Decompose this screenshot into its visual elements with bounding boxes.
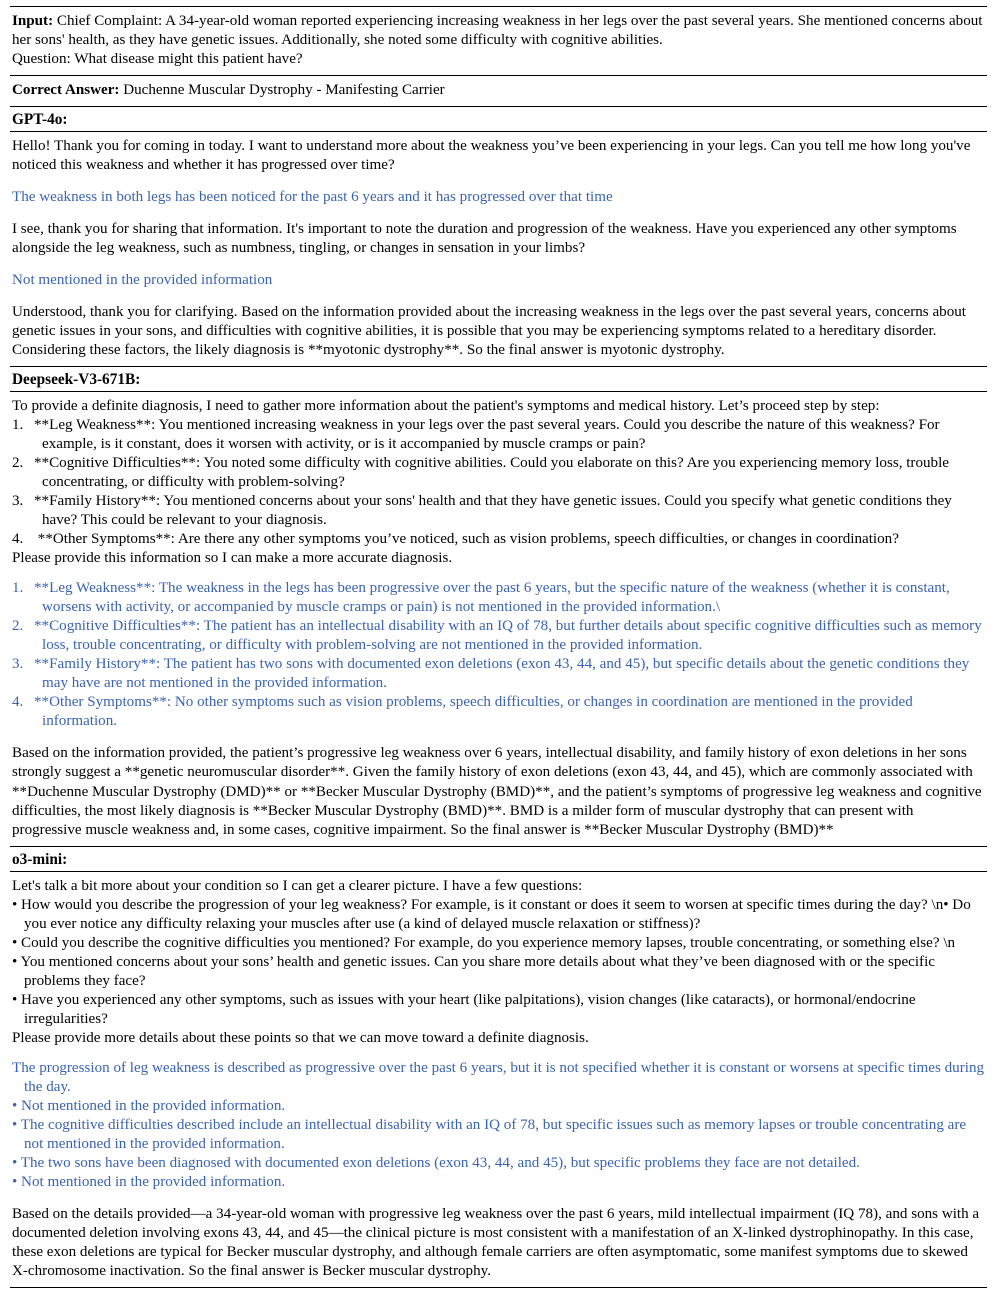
gpt4o-block xyxy=(10,132,987,366)
o3mini-intro: Let's talk a bit more about your condition so I can get a clearer picture. I have a few questions: xyxy=(12,877,583,894)
correct-answer-block xyxy=(10,76,987,106)
input-block xyxy=(10,7,987,75)
bottom-rule xyxy=(10,1287,987,1288)
list-item-text: **Cognitive Difficulties**: You noted some difficulty with cognitive abilities. Could you elaborate on this? Are you experiencing memory loss, trouble concentrating, or difficulty with problem-solving? xyxy=(34,455,949,491)
o3mini-heading: o3-mini: xyxy=(12,850,68,868)
list-item: • Have you experienced any other symptoms, such as issues with your heart (like palpitations), vision changes (like cataracts), or hormonal/endocrine irregularities? xyxy=(12,991,916,1027)
input-label: Input: xyxy=(12,13,54,29)
deepseek-user-answer-list xyxy=(12,579,985,731)
gpt4o-user-reply-1: The weakness in both legs has been noticed for the past 6 years and it has progressed over that time xyxy=(12,189,613,206)
list-item-text: **Cognitive Difficulties**: The patient has an intellectual disability with an IQ of 78, but further details about specific cognitive difficulties such as memory loss, trouble concentrating, or difficulty with problem-solving are not mentioned in the provided information. xyxy=(34,618,982,654)
gpt4o-heading: GPT-4o: xyxy=(12,111,68,129)
gpt4o-user-reply-2: Not mentioned in the provided information xyxy=(12,272,273,289)
list-item-text: **Family History**: The patient has two sons with documented exon deletions (exon 43, 44, and 45), but specific details about the genetic conditions they may have are not mentioned in the provided information. xyxy=(34,656,970,692)
gpt4o-turn-3: Understood, thank you for clarifying. Based on the information provided about the increasing weakness in the legs over the past several years, concerns about genetic issues in your sons, and difficulties with cognitive abilities, it is possible that you may be experiencing symptoms related to a hereditary disorder. Considering these factors, the likely diagnosis is **myotonic dystrophy**. So the final answer is myotonic dystrophy. xyxy=(12,304,966,359)
list-item xyxy=(12,617,985,655)
o3mini-user-answer-list xyxy=(12,1059,985,1192)
correct-answer-label: Correct Answer: xyxy=(12,82,120,99)
list-item xyxy=(12,530,985,549)
deepseek-intro: To provide a definite diagnosis, I need to gather more information about the patient's symptoms and medical history. Let’s proceed step by step: xyxy=(12,398,880,415)
gpt4o-turn-2: I see, thank you for sharing that information. It's important to note the duration and progression of the weakness. Have you experienced any other symptoms alongside the leg weakness, such as numbness, tingling, or changes in sensation in your limbs? xyxy=(12,221,957,257)
deepseek-conclusion: Based on the information provided, the patient’s progressive leg weakness over 6 years, intellectual disability, and family history of exon deletions in her sons strongly suggest a **genetic neuromuscular disorder**. Given the family history of exon deletions (exon 43, 44, and 45), which are commonly associated with **Duchenne Muscular Dystrophy (DMD)** or **Becker Muscular Dystrophy (BMD)**, and the patient’s symptoms of progressive leg weakness and cognitive difficulties, the most likely diagnosis is **Becker Muscular Dystrophy (BMD)**. BMD is a milder form of muscular dystrophy that can present with progressive muscle weakness and, in some cases, cognitive impairment. So the final answer is **Becker Muscular Dystrophy (BMD)** xyxy=(12,745,982,838)
list-item-number: 4. xyxy=(12,531,24,548)
list-item: The progression of leg weakness is described as progressive over the past 6 years, but it is not specified whether it is constant or worsens at specific times during the day. xyxy=(12,1059,985,1095)
list-item-number: 1. xyxy=(12,580,24,597)
list-item: • The cognitive difficulties described include an intellectual disability with an IQ of 78, but specific issues such as memory lapses or trouble concentrating are not mentioned in the provided information. xyxy=(12,1116,967,1152)
deepseek-heading: Deepseek-V3-671B: xyxy=(12,371,141,389)
correct-answer-paragraph xyxy=(12,81,985,100)
list-item-number: 2. xyxy=(12,455,24,472)
list-item-text: **Leg Weakness**: You mentioned increasing weakness in your legs over the past several years. Could you describe the nature of this weakness? For example, is it constant, does it worsen with activity, or is it accompanied by muscle cramps or pain? xyxy=(34,417,940,453)
input-paragraph xyxy=(12,12,985,50)
list-item: • You mentioned concerns about your sons’ health and genetic issues. Can you share more details about what they’ve been diagnosed with or the specific problems they face? xyxy=(12,953,935,989)
deepseek-block xyxy=(10,392,987,845)
list-item xyxy=(12,579,985,617)
list-item-number: 2. xyxy=(12,618,24,635)
list-item-number: 3. xyxy=(12,656,24,673)
list-item-text: **Other Symptoms**: Are there any other symptoms you’ve noticed, such as vision problems, speech difficulties, or changes in coordination? xyxy=(34,531,899,548)
list-item: • How would you describe the progression of your leg weakness? For example, is it constant or does it seem to worsen at specific times during the day? \n• Do you ever notice any difficulty relaxing your muscles after use (a kind of delayed muscle relaxation or stiffness)? xyxy=(12,896,971,932)
o3mini-closing: Please provide more details about these points so that we can move toward a definite diagnosis. xyxy=(12,1029,589,1046)
list-item xyxy=(12,416,985,454)
o3mini-question-list xyxy=(12,896,985,1029)
list-item-text: **Leg Weakness**: The weakness in the legs has been progressive over the past 6 years, but the specific nature of the weakness (whether it is constant, worsens with activity, or accompanied by muscle cramps or pain) is not mentioned in the provided information.\ xyxy=(34,580,950,616)
list-item xyxy=(12,655,985,693)
list-item: • Not mentioned in the provided information. xyxy=(12,1097,286,1114)
list-item: • Could you describe the cognitive difficulties you mentioned? For example, do you experience memory lapses, trouble concentrating, or something else? \n xyxy=(12,934,956,951)
input-text: Chief Complaint: A 34-year-old woman reported experiencing increasing weakness in her legs over the past several years. She mentioned concerns about her sons' health, as they have genetic issues. Additionally, she noted some difficulty with cognitive abilities. xyxy=(12,13,983,49)
list-item: • The two sons have been diagnosed with documented exon deletions (exon 43, 44, and 45), but specific problems they face are not detailed. xyxy=(12,1154,860,1171)
gpt4o-turn-1: Hello! Thank you for coming in today. I want to understand more about the weakness you’ve been experiencing in your legs. Can you tell me how long you've noticed this weakness and whether it has progressed over time? xyxy=(12,138,971,174)
list-item xyxy=(12,454,985,492)
list-item-number: 3. xyxy=(12,493,24,510)
deepseek-closing: Please provide this information so I can make a more accurate diagnosis. xyxy=(12,550,453,567)
correct-answer-text: Duchenne Muscular Dystrophy - Manifesting Carrier xyxy=(123,82,445,99)
o3mini-conclusion: Based on the details provided—a 34-year-old woman with progressive leg weakness over the past 6 years, mild intellectual impairment (IQ 78), and sons with a documented deletion involving exons 43, 44, and 45—the clinical picture is most consistent with a manifestation of an X-linked dystrophinopathy. In this case, these exon deletions are typical for Becker muscular dystrophy, and although female carriers are often asymptomatic, some manifest symptoms due to skewed X-chromosome inactivation. So the final answer is Becker muscular dystrophy. xyxy=(12,1205,980,1279)
list-item xyxy=(12,492,985,530)
list-item-text: **Family History**: You mentioned concerns about your sons' health and that they have genetic issues. Could you specify what genetic conditions they have? This could be relevant to your diagnosis. xyxy=(34,493,952,529)
o3mini-block xyxy=(10,872,987,1287)
deepseek-question-list xyxy=(12,416,985,549)
list-item-text: **Other Symptoms**: No other symptoms such as vision problems, speech difficulties, or changes in coordination are mentioned in the provided information. xyxy=(34,694,913,730)
list-item-number: 4. xyxy=(12,694,24,711)
input-question: Question: What disease might this patient have? xyxy=(12,51,303,68)
list-item-number: 1. xyxy=(12,417,24,434)
list-item xyxy=(12,693,985,731)
list-item: • Not mentioned in the provided information. xyxy=(12,1173,286,1190)
